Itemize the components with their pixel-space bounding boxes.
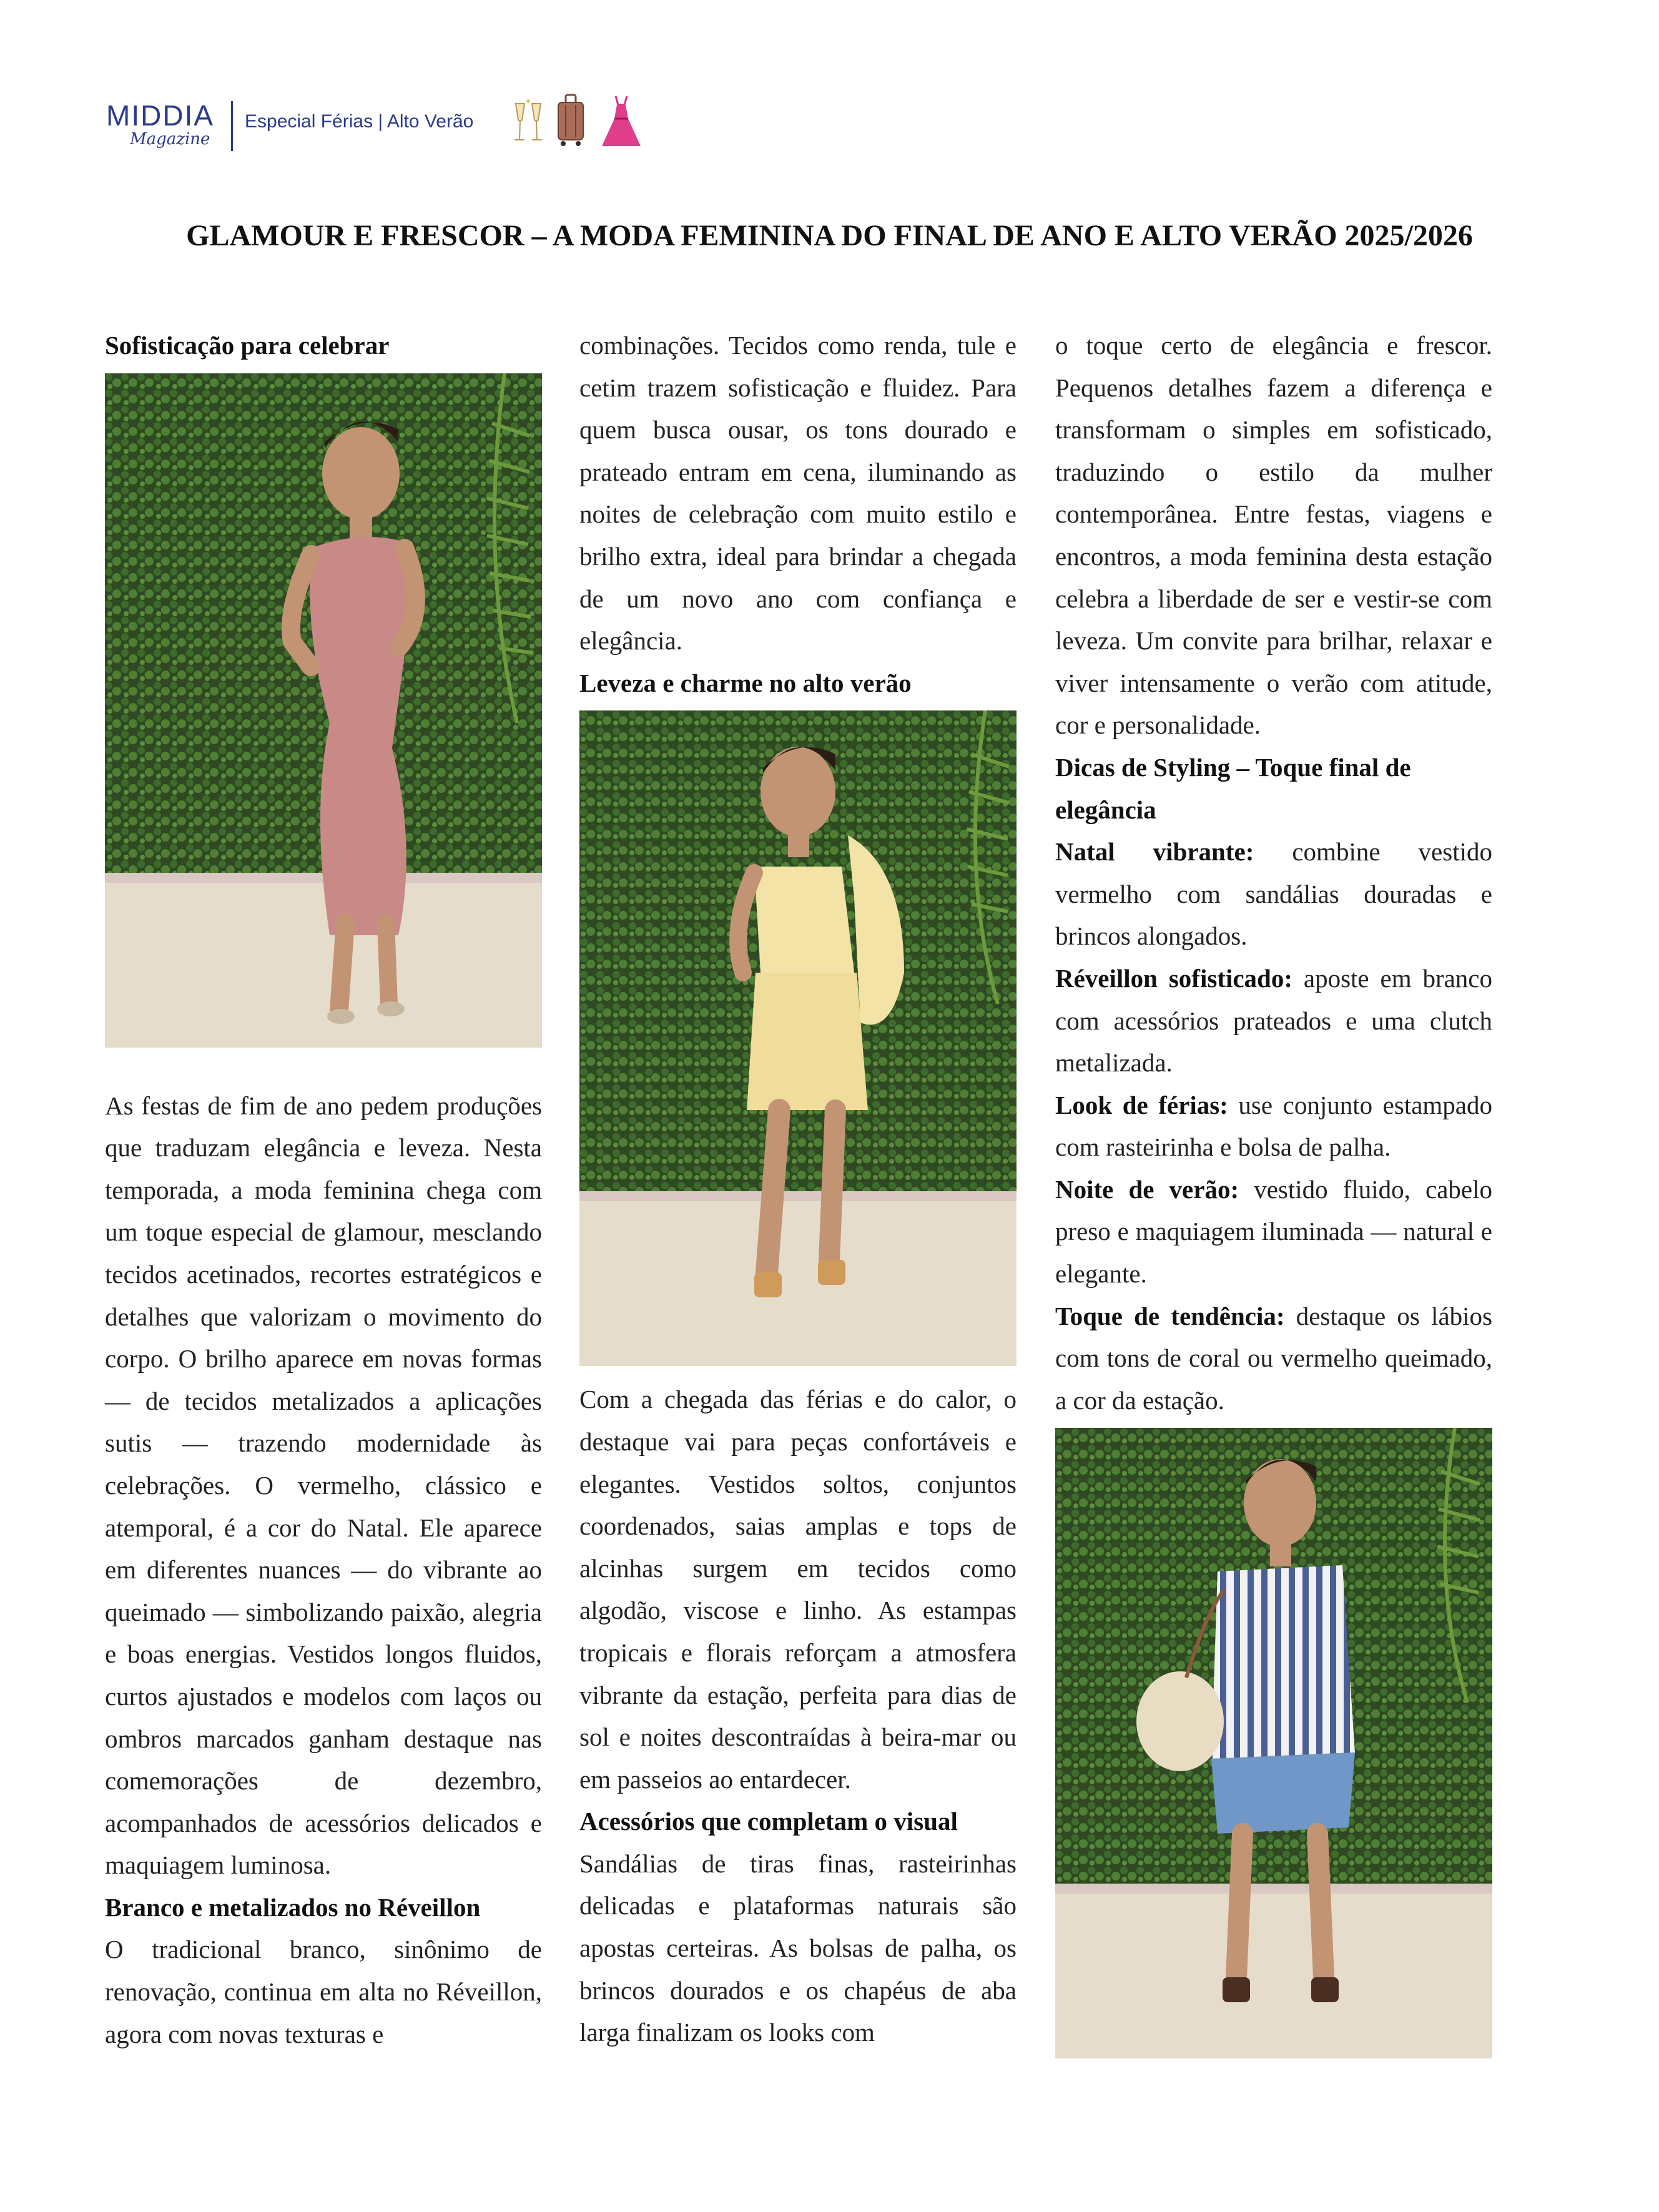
champagne-glasses-icon	[511, 99, 546, 149]
tip-text: use conjunto estampado com rasteirinha e bolsa de palha.	[1055, 1090, 1493, 1162]
tip-label: Toque de tendência:	[1055, 1301, 1285, 1330]
tip-natal-vibrante	[1055, 831, 1492, 958]
tip-text: combine vestido vermelho com sandálias douradas e brincos alongados.	[1055, 837, 1492, 951]
column-2	[579, 325, 1017, 2054]
header-divider	[231, 101, 233, 151]
tip-text: destaque os lábios com tons de coral ou vermelho queimado, a cor da estação.	[1055, 1301, 1492, 1415]
tip-toque-tendencia	[1055, 1295, 1492, 1422]
logo-sub: Magazine	[130, 130, 210, 149]
paragraph-sandalias: Sandálias de tiras finas, rasteirinhas delicadas e plataformas naturais são apostas certeiras. As bolsas de palha, os brincos dourados e os chapéus de aba larga finalizam os looks com	[579, 1849, 1017, 2047]
paragraph-festas: As festas de fim de ano pedem produções que traduzam elegância e leveza. Nesta temporada, a moda feminina chega com um toque especial de glamour, mesclando tecidos acetinados, recortes estratégicos e detalhes que valorizam o movimento do corpo. O brilho aparece em novas formas — de tecidos metalizados a aplicações sutis — trazendo modernidade às celebrações. O vermelho, clássico e atemporal, é a cor do Natal. Ele aparece em diferentes nuances — do vibrante ao queimado — simbolizando paixão, alegria e boas energias. Vestidos longos fluidos, curtos ajustados e modelos com laços ou ombros marcados ganham destaque nas comemorações de dezembro, acompanhados de acessórios delicados e maquiagem luminosa.	[105, 1091, 542, 1880]
paragraph-combinacoes: combinações. Tecidos como renda, tule e cetim trazem sofisticação e fluidez. Para quem busca ousar, os tons dourado e prateado entram em cena, iluminando as noites de celebração com muito estilo e brilho extra, ideal para brindar a chegada de um novo ano com confiança e elegância.	[579, 331, 1017, 656]
subheading-dicas-styling: Dicas de Styling – Toque final de elegância	[1055, 752, 1411, 824]
tip-label: Look de férias:	[1055, 1090, 1228, 1119]
subheading-leveza-charme: Leveza e charme no alto verão	[579, 668, 912, 697]
photo-pink-dress	[105, 373, 542, 1048]
paragraph-toque-certo: o toque certo de elegância e frescor. Pequenos detalhes fazem a diferença e transformam o simples em sofisticado, traduzindo o estilo da mulher contemporânea. Entre festas, viagens e encontros, a moda feminina desta estação celebra a liberdade de ser e vestir-se com leveza. Um convite para brilhar, relaxar e viver intensamente o verão com atitude, cor e personalidade.	[1055, 331, 1492, 740]
photo-yellow-outfit	[579, 710, 1017, 1366]
column-1	[105, 325, 542, 2055]
tip-label: Noite de verão:	[1055, 1174, 1239, 1204]
logo-main: MIDDIA	[106, 99, 214, 132]
paragraph-ferias-calor: Com a chegada das férias e do calor, o destaque vai para peças confortáveis e elegantes. Vestidos soltos, conjuntos coordenados, saias amplas e tops de alcinhas surgem em tecidos como algodão, viscose e linho. As estampas tropicais e florais reforçam a atmosfera vibrante da estação, perfeita para dias de sol e noites descontraídas à beira-mar ou em passeios ao entardecer.	[579, 1385, 1017, 1794]
subheading-acessorios: Acessórios que completam o visual	[579, 1807, 958, 1836]
tip-noite-verao	[1055, 1169, 1492, 1295]
tip-label: Réveillon sofisticado:	[1055, 963, 1293, 993]
tip-label: Natal vibrante:	[1055, 837, 1254, 867]
article-title: GLAMOUR E FRESCOR – A MODA FEMININA DO FINAL DE ANO E ALTO VERÃO 2025/2026	[186, 219, 1473, 252]
photo-striped-shirt	[1055, 1428, 1492, 2058]
suitcase-icon	[553, 94, 588, 151]
column-3	[1055, 325, 1492, 2058]
tip-text: vestido fluido, cabelo preso e maquiagem iluminada — natural e elegante.	[1055, 1174, 1492, 1289]
tip-reveillon-sofisticado	[1055, 958, 1492, 1084]
paragraph-branco: O tradicional branco, sinônimo de renovação, continua em alta no Réveillon, agora com novas texturas e	[105, 1935, 542, 2048]
section-label: Especial Férias | Alto Verão	[245, 111, 474, 132]
magazine-logo	[106, 101, 225, 149]
tip-text: aposte em branco com acessórios prateados e uma clutch metalizada.	[1055, 963, 1492, 1078]
dress-icon	[599, 94, 643, 152]
subheading-sofisticacao: Sofisticação para celebrar	[105, 331, 390, 360]
subheading-branco-metalizados: Branco e metalizados no Réveillon	[105, 1892, 481, 1922]
tip-look-ferias	[1055, 1084, 1492, 1169]
